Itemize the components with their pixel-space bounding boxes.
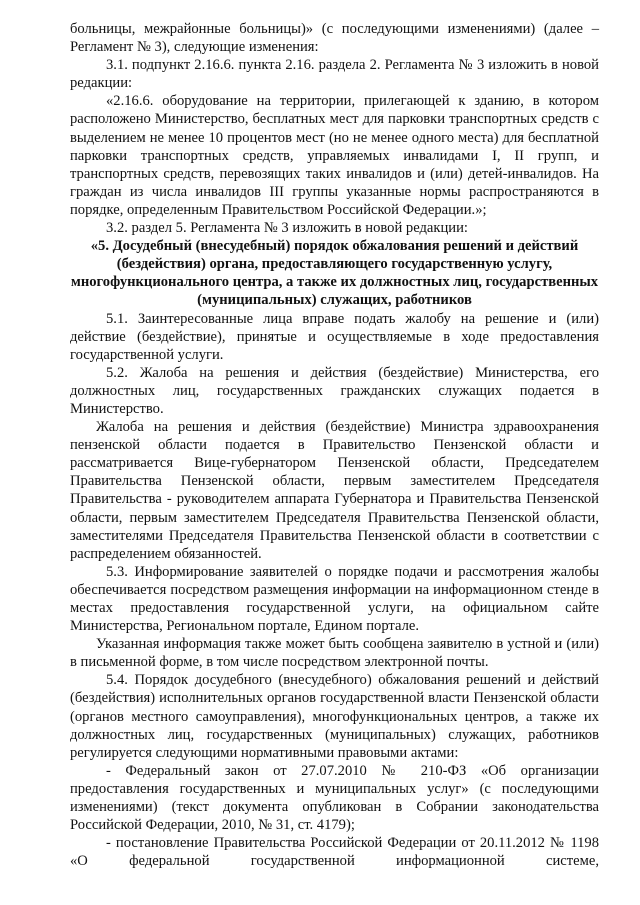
paragraph-3-1: 3.1. подпункт 2.16.6. пункта 2.16. раздела 2. Регламента № 3 изложить в новой редакции: (70, 57, 599, 92)
list-item-government-decree: - постановление Правительства Российской Федерации от 20.11.2012 № 1198 «О федеральной государственной информационной системе, (70, 835, 599, 870)
paragraph-5-1: 5.1. Заинтересованные лица вправе подать жалобу на решение и (или) действие (бездействие), принятые и осуществляемые в ходе предоставления государственной услуги. (70, 310, 599, 363)
paragraph-info-oral: Указанная информация также может быть сообщена заявителю в устной и (или) в письменной форме, в том числе посредством электронной почты. (70, 636, 599, 671)
paragraph-complaint-minister: Жалоба на решения и действия (бездействие) Министра здравоохранения пензенской области подается в Правительство Пензенской области и рассматривается Вице-губернатором Пензенской области, Председателем Правительства Пензенской области, первым заместителем Председателя Правительства - руководителем аппарата Губернатора и Правительства Пензенской области, первым заместителем Председателя Правительства Пензенской области, заместителями Председателя Правительства Пензенской области в соответствии с распределением обязанностей. (70, 419, 599, 562)
paragraph-5-2: 5.2. Жалоба на решения и действия (бездействие) Министерства, его должностных лиц, государственных гражданских служащих подается в Министерство. (70, 364, 599, 417)
list-item-federal-law: - Федеральный закон от 27.07.2010 № 210-ФЗ «Об организации предоставления государственных и муниципальных услуг» (с последующими изменениями) (текст документа опубликован в Собрании законодательства Российской Федерации, 2010, № 31, ст. 4179); (70, 762, 599, 834)
paragraph-continuation: больницы, межрайонные больницы)» (с последующими изменениями) (далее – Регламент № 3), следующие изменения: (70, 21, 599, 56)
paragraph-5-4: 5.4. Порядок досудебного (внесудебного) обжалования решений и действий (бездействия) исполнительных органов государственной власти Пензенской области (органов местного самоуправления), многофункциональных центров, а также их должностных лиц, государственных (муниципальных) служащих, работников регулируется следующими нормативными правовыми актами: (70, 672, 599, 761)
section-5-heading: «5. Досудебный (внесудебный) порядок обжалования решений и действий (бездействия) органа, предоставляющего государственную услугу, многофункционального центра, а также их должностных лиц, государственных (муниципальных) служащих, работников (70, 238, 599, 309)
paragraph-5-3: 5.3. Информирование заявителей о порядке подачи и рассмотрения жалобы обеспечивается посредством размещения информации на информационном стенде в местах предоставления государственной услуги, на официальном сайте Министерства, Региональном портале, Едином портале. (70, 563, 599, 635)
paragraph-quote-2-16-6: «2.16.6. оборудование на территории, прилегающей к зданию, в котором расположено Министерство, бесплатных мест для парковки транспортных средств с выделением не менее 10 процентов мест (но не менее одного места) для бесплатной парковки транспортных средств, управляемых инвалидами I, II групп, и транспортных средств, перевозящих таких инвалидов и (или) детей-инвалидов. На граждан из числа инвалидов III группы указанные нормы распространяются в порядке, определенным Правительством Российской Федерации.»; (70, 93, 599, 218)
paragraph-3-2: 3.2. раздел 5. Регламента № 3 изложить в новой редакции: (106, 220, 468, 237)
